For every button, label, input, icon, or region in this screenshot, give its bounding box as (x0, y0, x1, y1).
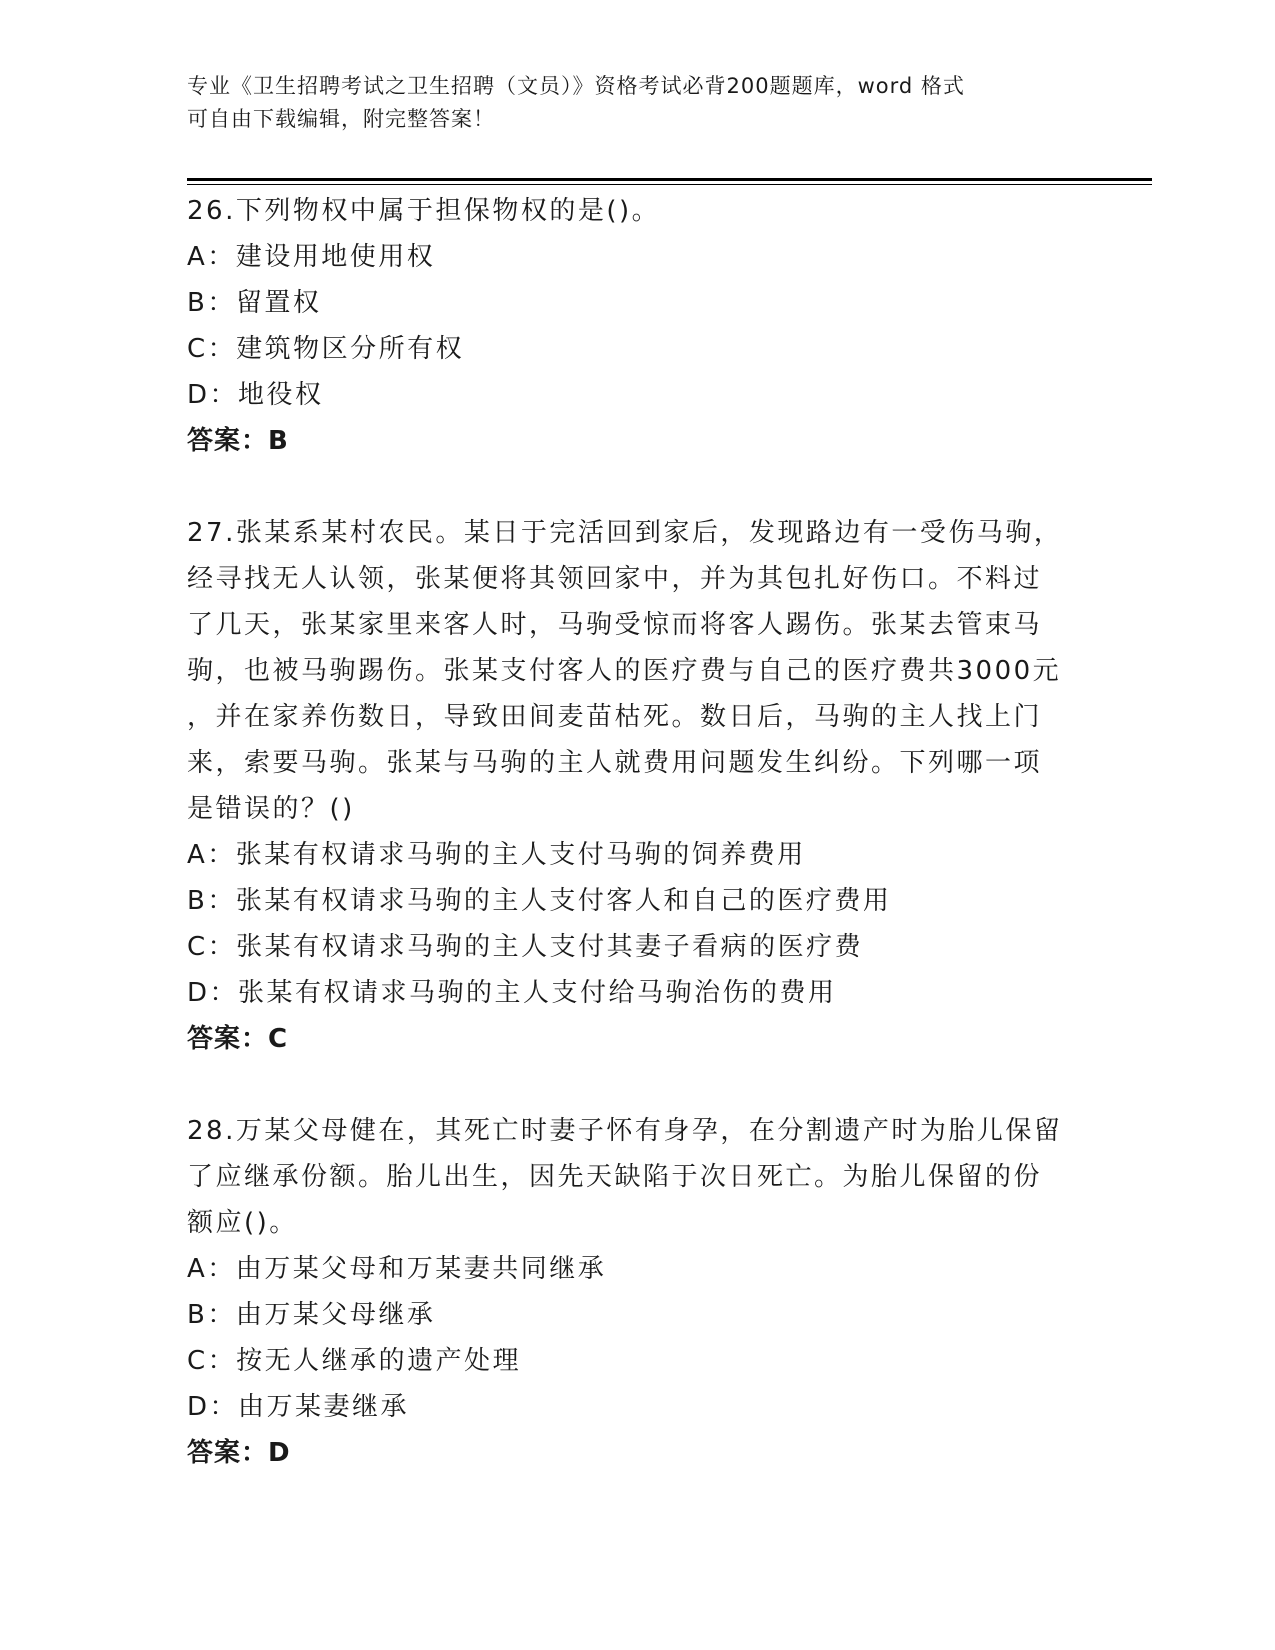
option-d: D：地役权 (187, 380, 324, 410)
option-b: B：留置权 (187, 288, 322, 318)
question-stem: 是错误的？() (187, 794, 355, 824)
question-stem: 额应()。 (187, 1208, 298, 1238)
header-rule-thin (187, 184, 1152, 185)
question-stem: 了应继承份额。胎儿出生，因先天缺陷于次日死亡。为胎儿保留的份 (187, 1162, 1043, 1192)
answer-label: 答案：B (187, 426, 289, 456)
option-c: C：张某有权请求马驹的主人支付其妻子看病的医疗费 (187, 932, 864, 962)
header-title-line-1: 专业《卫生招聘考试之卫生招聘（文员）》资格考试必背200题题库，word 格式 (187, 74, 965, 98)
header-rule-thick (187, 178, 1152, 181)
question-stem: 了几天，张某家里来客人时，马驹受惊而将客人踢伤。张某去管束马 (187, 610, 1043, 640)
question-27 (187, 510, 1087, 1062)
option-d: D：由万某妻继承 (187, 1392, 410, 1422)
answer-label: 答案：D (187, 1438, 291, 1468)
question-stem: 26.下列物权中属于担保物权的是()。 (187, 196, 661, 226)
question-28 (187, 1108, 1087, 1476)
question-spacer (187, 464, 1087, 510)
question-stem: 驹，也被马驹踢伤。张某支付客人的医疗费与自己的医疗费共3000元 (187, 656, 1062, 686)
question-stem: 27.张某系某村农民。某日于完活回到家后，发现路边有一受伤马驹， (187, 518, 1063, 548)
option-a: A：张某有权请求马驹的主人支付马驹的饲养费用 (187, 840, 806, 870)
option-b: B：由万某父母继承 (187, 1300, 436, 1330)
answer-label: 答案：C (187, 1024, 289, 1054)
option-d: D：张某有权请求马驹的主人支付给马驹治伤的费用 (187, 978, 837, 1008)
option-c: C：按无人继承的遗产处理 (187, 1346, 522, 1376)
question-stem: 28.万某父母健在，其死亡时妻子怀有身孕，在分割遗产时为胎儿保留 (187, 1116, 1063, 1146)
question-26 (187, 188, 1087, 464)
option-a: A：建设用地使用权 (187, 242, 436, 272)
header-title-line-2: 可自由下载编辑，附完整答案！ (187, 107, 495, 131)
question-list (187, 188, 1087, 1476)
option-a: A：由万某父母和万某妻共同继承 (187, 1254, 607, 1284)
document-header (187, 70, 1067, 136)
question-stem: 经寻找无人认领，张某便将其领回家中，并为其包扎好伤口。不料过 (187, 564, 1043, 594)
question-stem: 来，索要马驹。张某与马驹的主人就费用问题发生纠纷。下列哪一项 (187, 748, 1043, 778)
question-stem: ，并在家养伤数日，导致田间麦苗枯死。数日后，马驹的主人找上门 (187, 702, 1043, 732)
option-c: C：建筑物区分所有权 (187, 334, 465, 364)
option-b: B：张某有权请求马驹的主人支付客人和自己的医疗费用 (187, 886, 892, 916)
question-spacer (187, 1062, 1087, 1108)
